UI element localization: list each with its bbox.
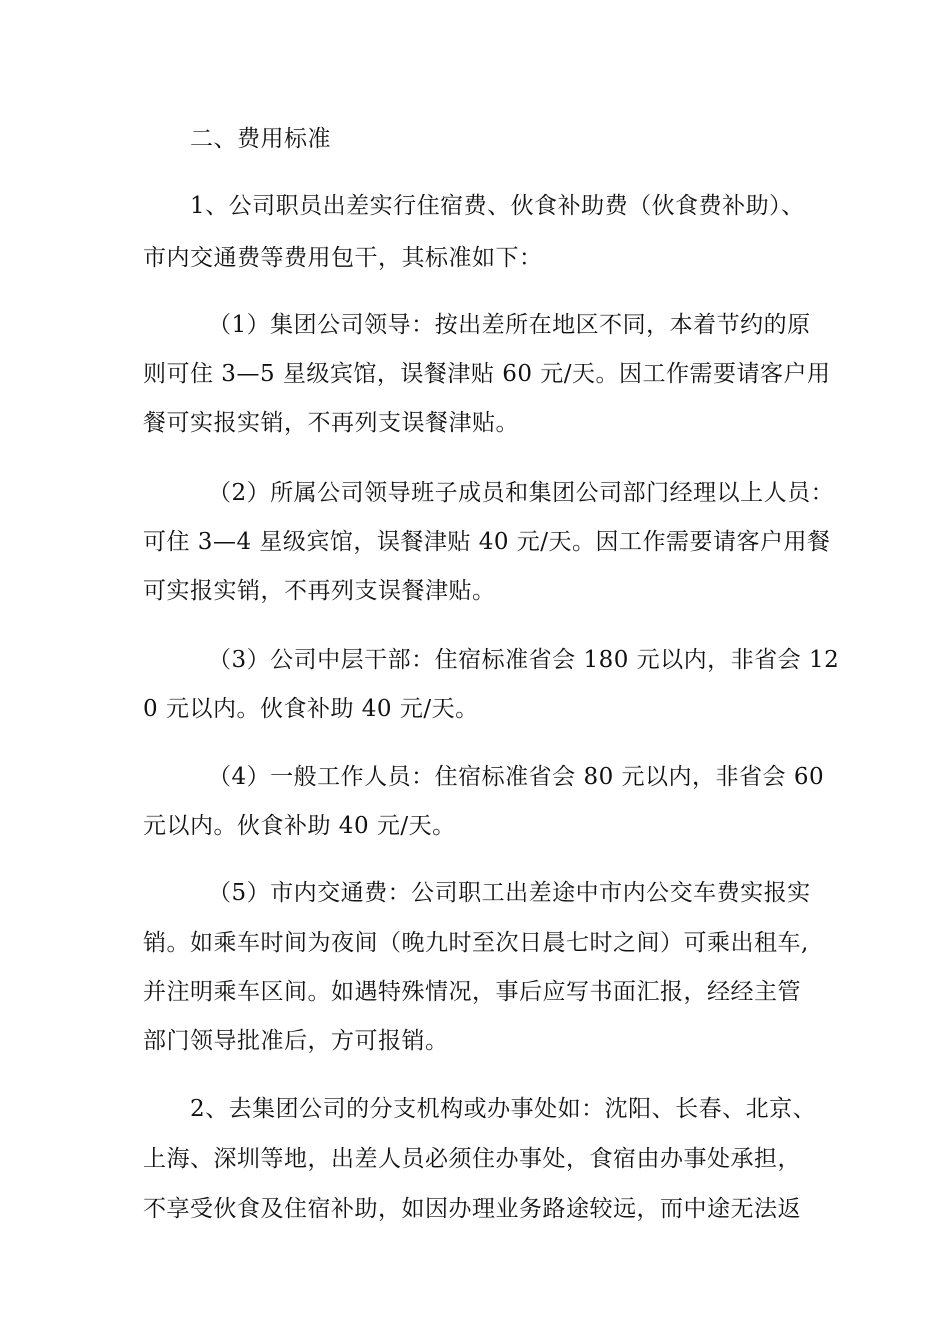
item-4-line-1: （4）一般工作人员：住宿标准省会 80 元以内，非省会 60: [208, 764, 825, 790]
item-1-line-1: （1）集团公司领导：按出差所在地区不同，本着节约的原: [208, 312, 811, 338]
paragraph-2-line-2: 上海、深圳等地，出差人员必须住办事处，食宿由办事处承担，: [143, 1146, 801, 1172]
section-heading: 二、费用标准: [190, 126, 331, 152]
item-5-line-4: 部门领导批准后，方可报销。: [143, 1028, 449, 1054]
item-1-line-2: 则可住 3—5 星级宾馆，误餐津贴 60 元/天。因工作需要请客户用: [143, 361, 831, 387]
item-5-line-3: 并注明乘车区间。如遇特殊情况，事后应写书面汇报，经经主管: [143, 979, 801, 1005]
paragraph-2-line-3: 不享受伙食及住宿补助，如因办理业务路途较远，而中途无法返: [143, 1196, 801, 1222]
item-2-line-3: 可实报实销，不再列支误餐津贴。: [143, 578, 496, 604]
paragraph-1-line-1: 1、公司职员出差实行住宿费、伙食补助费（伙食费补助）、: [190, 193, 805, 219]
paragraph-2-line-1: 2、去集团公司的分支机构或办事处如：沈阳、长春、北京、: [190, 1096, 817, 1122]
item-2-line-2: 可住 3—4 星级宾馆，误餐津贴 40 元/天。因工作需要请客户用餐: [143, 529, 831, 555]
paragraph-1-line-2: 市内交通费等费用包干，其标准如下：: [143, 245, 543, 271]
item-5-line-2: 销。如乘车时间为夜间（晚九时至次日晨七时之间）可乘出租车,: [143, 930, 809, 956]
item-5-line-1: （5）市内交通费：公司职工出差途中市内公交车费实报实: [208, 880, 811, 906]
item-3-line-2: 0 元以内。伙食补助 40 元/天。: [143, 696, 479, 722]
item-1-line-3: 餐可实报实销，不再列支误餐津贴。: [143, 410, 519, 436]
item-4-line-2: 元以内。伙食补助 40 元/天。: [143, 813, 456, 839]
item-2-line-1: （2）所属公司领导班子成员和集团公司部门经理以上人员：: [208, 480, 835, 506]
item-3-line-1: （3）公司中层干部：住宿标准省会 180 元以内，非省会 12: [208, 647, 840, 673]
